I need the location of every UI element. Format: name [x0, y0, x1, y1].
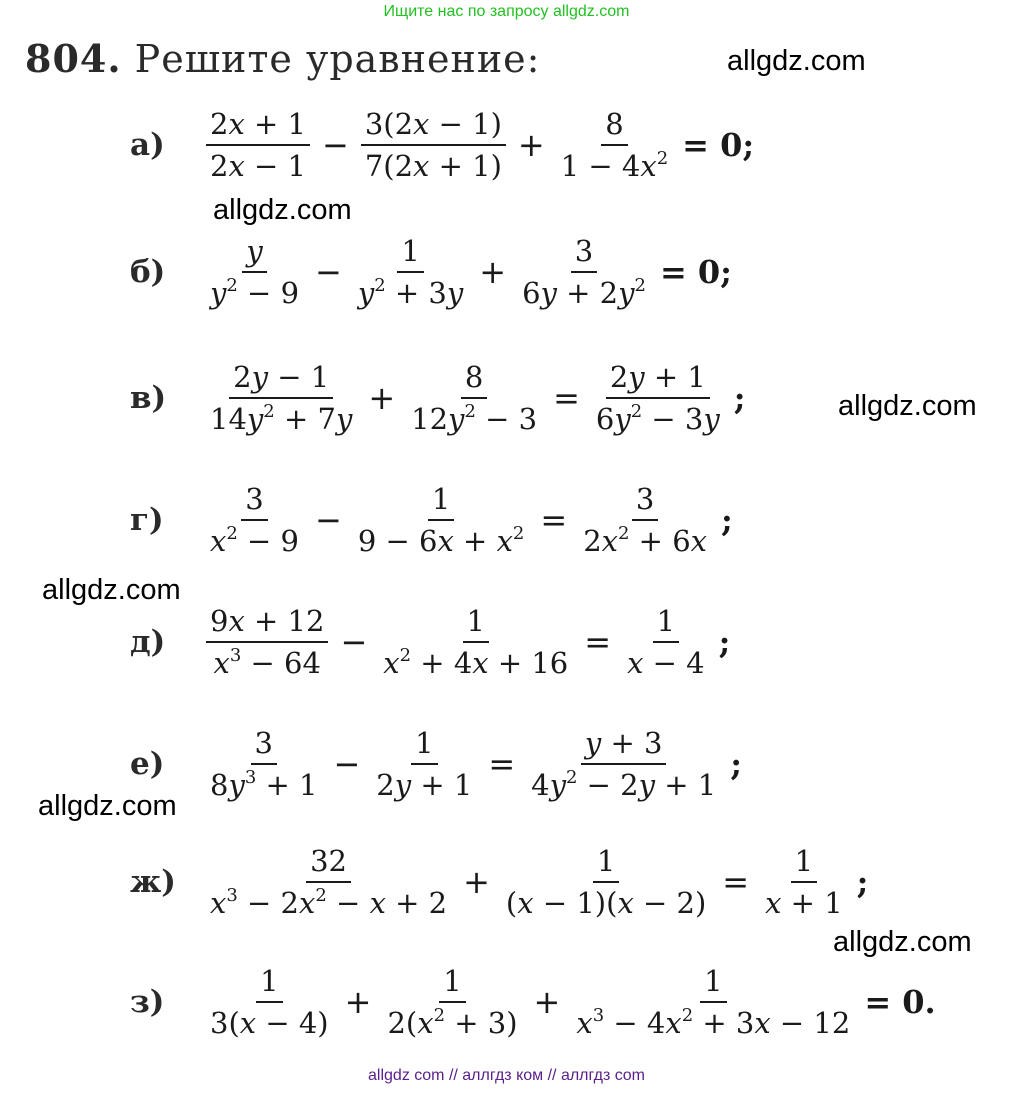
fraction: $\frac{1}{x^3 - 4x^2 + 3x - 12}$ [572, 961, 854, 1043]
equation-z: з) $\frac{1}{3(x - 4)}$ + $\frac{1}{2(x^2 + 3)}$ + $\frac{1}{x^3 - 4x^2 + 3x - 12}$ = 0. [130, 952, 936, 1052]
equation-zh: ж) $\frac{32}{x^3 - 2x^2 - x + 2}$ + $\frac{1}{(x - 1)(x - 2)}$ = $\frac{1}{x + 1}$ ; [130, 832, 868, 932]
fraction: $\frac{9x + 12}{x^3 - 64}$ [206, 601, 328, 683]
equation-label: г) [130, 502, 164, 538]
fraction: $\frac{8}{1 - 4x^2}$ [557, 104, 672, 186]
fraction: $\frac{2y + 1}{6y^2 - 3y}$ [592, 357, 724, 439]
watermark: allgdz.com [213, 194, 352, 226]
problem-title-text: Решите уравнение: [134, 37, 541, 81]
equation-label: б) [130, 254, 166, 290]
equation-label: ж) [130, 864, 176, 900]
watermark: allgdz.com [38, 790, 177, 822]
footer-link[interactable]: allgdz com // аллгдз ком // аллгдз com [368, 1067, 645, 1084]
equation-tail: = 0; [659, 253, 732, 291]
equation-e: е) $\frac{3}{8y^3 + 1}$ − $\frac{1}{2y + 1}$ = $\frac{y + 3}{4y^2 - 2y + 1}$ ; [130, 714, 742, 814]
fraction: $\frac{1}{9 - 6x + x^2}$ [354, 479, 529, 561]
equation-label: е) [130, 746, 165, 782]
fraction: $\frac{1}{x - 4}$ [623, 601, 709, 683]
equation-d: д) $\frac{9x + 12}{x^3 - 64}$ − $\frac{1}{x^2 + 4x + 16}$ = $\frac{1}{x - 4}$ ; [130, 592, 730, 692]
fraction: $\frac{3}{x^2 - 9}$ [206, 479, 303, 561]
equation-tail: ; [856, 863, 869, 901]
equation-tail: = 0; [682, 126, 755, 164]
header-link[interactable]: Ищите нас по запросу allgdz.com [383, 3, 630, 20]
fraction: $\frac{y + 3}{4y^2 - 2y + 1}$ [527, 723, 720, 805]
fraction: $\frac{y}{y^2 - 9}$ [206, 231, 303, 313]
fraction: $\frac{8}{12y^2 - 3}$ [407, 357, 541, 439]
equation-tail: ; [721, 501, 733, 539]
watermark: allgdz.com [838, 390, 977, 422]
problem-title [25, 36, 540, 81]
fraction: $\frac{3}{2x^2 + 6x}$ [579, 479, 711, 561]
watermark: allgdz.com [42, 574, 181, 606]
equation-tail: = 0. [864, 983, 936, 1021]
equation-label: а) [130, 127, 165, 163]
fraction: $\frac{1}{(x - 1)(x - 2)}$ [502, 841, 710, 923]
watermark: allgdz.com [727, 45, 866, 77]
fraction: $\frac{32}{x^3 - 2x^2 - x + 2}$ [206, 841, 451, 923]
fraction: $\frac{3}{6y + 2y^2}$ [518, 231, 650, 313]
equation-label: д) [130, 624, 166, 660]
equation-label: в) [130, 380, 167, 416]
equation-g: г) $\frac{3}{x^2 - 9}$ − $\frac{1}{9 - 6x + x^2}$ = $\frac{3}{2x^2 + 6x}$ ; [130, 470, 733, 570]
fraction: $\frac{1}{2y + 1}$ [372, 723, 476, 805]
watermark: allgdz.com [833, 926, 972, 958]
fraction: $\frac{1}{3(x - 4)}$ [206, 961, 333, 1043]
fraction: $\frac{1}{2(x^2 + 3)}$ [383, 961, 521, 1043]
fraction: $\frac{1}{x + 1}$ [761, 841, 847, 923]
equation-b: б) $\frac{y}{y^2 - 9}$ − $\frac{1}{y^2 + 3y}$ + $\frac{3}{6y + 2y^2}$ = 0; [130, 222, 732, 322]
fraction: $\frac{3}{8y^3 + 1}$ [206, 723, 321, 805]
fraction: $\frac{2y - 1}{14y^2 + 7y}$ [206, 357, 356, 439]
fraction: $\frac{3(2x - 1)}{7(2x + 1)}$ [361, 104, 506, 186]
equation-v: в) $\frac{2y - 1}{14y^2 + 7y}$ + $\frac{8}{12y^2 - 3}$ = $\frac{2y + 1}{6y^2 - 3y}$ ; [130, 348, 746, 448]
equation-tail: ; [730, 745, 743, 783]
fraction: $\frac{1}{y^2 + 3y}$ [354, 231, 467, 313]
equation-label: з) [130, 984, 165, 1020]
problem-number: 804. [25, 36, 122, 81]
equation-tail: ; [718, 623, 731, 661]
equation-a: а) $\frac{2x + 1}{2x - 1}$ − $\frac{3(2x - 1)}{7(2x + 1)}$ + $\frac{8}{1 - 4x^2}$ = 0; [130, 95, 754, 195]
fraction: $\frac{1}{x^2 + 4x + 16}$ [379, 601, 572, 683]
fraction: $\frac{2x + 1}{2x - 1}$ [206, 104, 310, 186]
equation-tail: ; [733, 379, 746, 417]
